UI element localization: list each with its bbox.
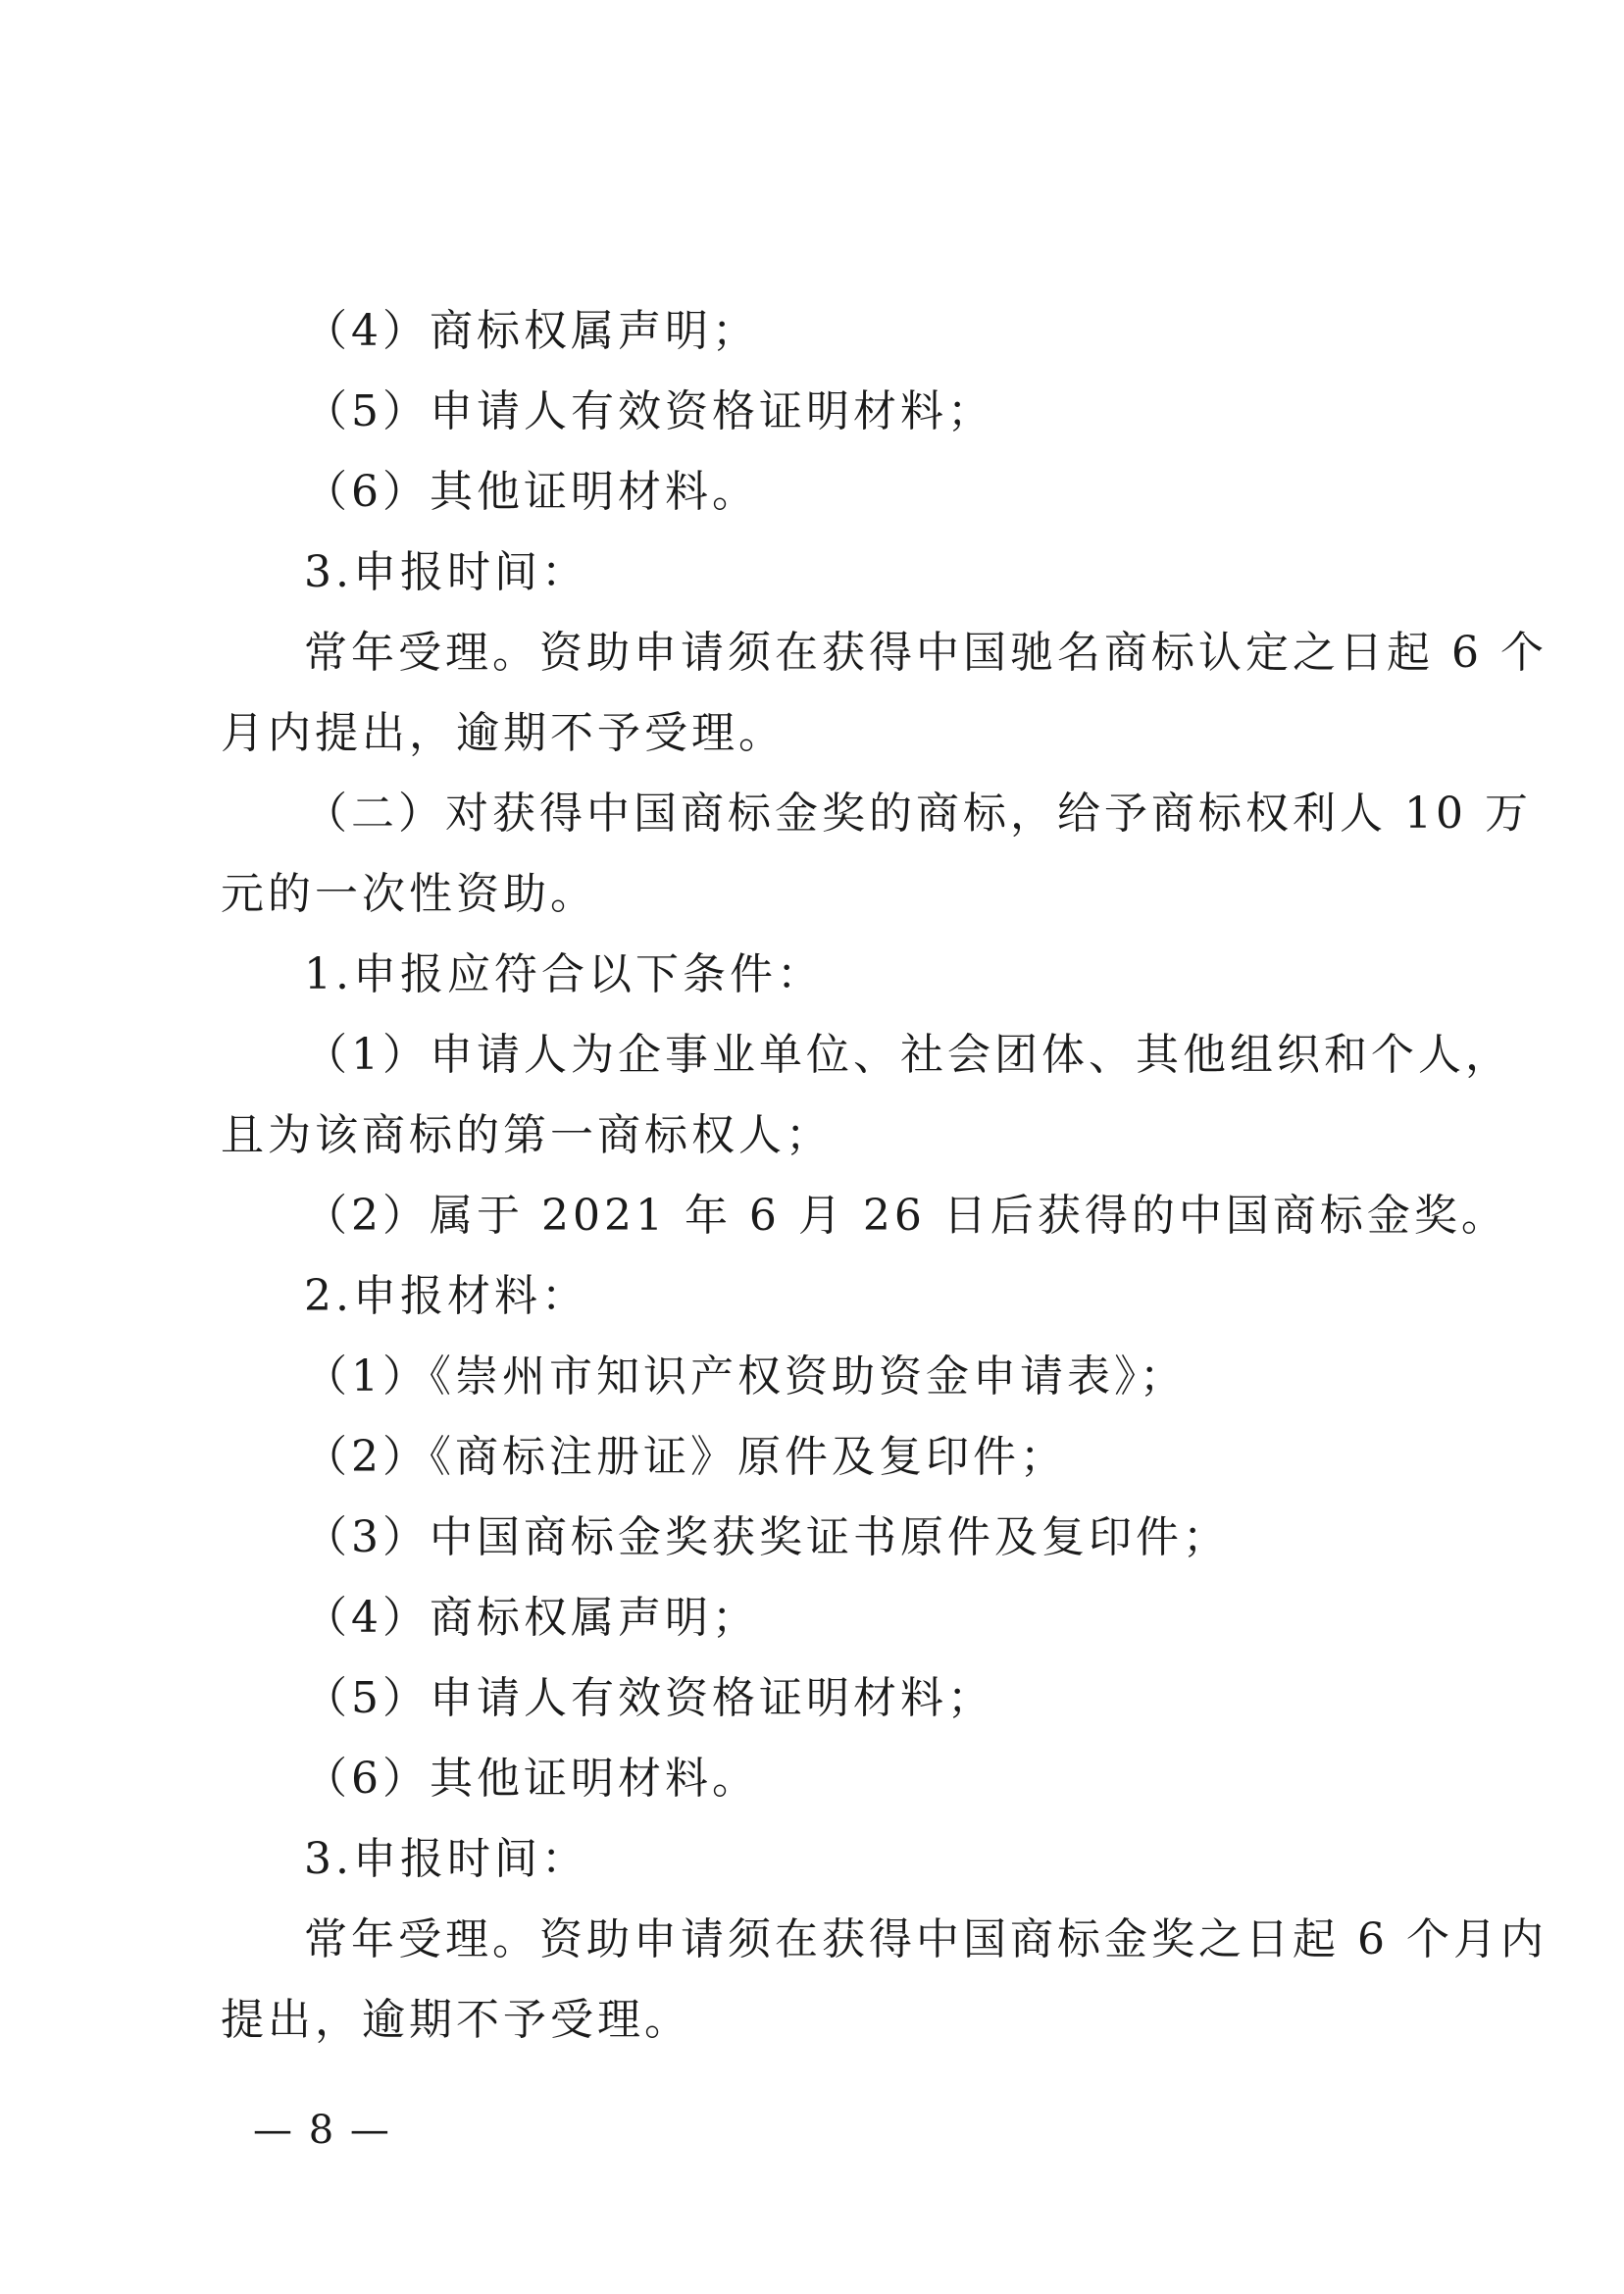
text-line: 3.申报时间： (304, 547, 588, 597)
text-line: 1.申报应符合以下条件： (304, 949, 824, 999)
text-line: （1）申请人为企事业单位、社会团体、其他组织和个人， (304, 1030, 1512, 1080)
text-line: （6）其他证明材料。 (304, 1754, 759, 1804)
text-line: 常年受理。资助申请须在获得中国商标金奖之日起 6 个月内 (304, 1914, 1548, 1964)
text-line: 且为该商标的第一商标权人； (221, 1110, 833, 1160)
text-line: （4）商标权属声明； (304, 306, 759, 356)
text-line: （6）其他证明材料。 (304, 467, 759, 517)
text-line: （2）《商标注册证》原件及复印件； (304, 1432, 1067, 1482)
page-number: — 8 — (253, 2108, 391, 2153)
text-line: 常年受理。资助申请须在获得中国驰名商标认定之日起 6 个 (304, 628, 1548, 678)
text-line: （5）申请人有效资格证明材料； (304, 386, 994, 436)
text-line: 3.申报时间： (304, 1834, 588, 1884)
text-line: （1）《崇州市知识产权资助资金申请表》； (304, 1351, 1187, 1402)
text-line: 提出，逾期不予受理。 (221, 1995, 691, 2045)
text-line: （3）中国商标金奖获奖证书原件及复印件； (304, 1512, 1230, 1562)
text-line: 元的一次性资助。 (221, 869, 597, 919)
text-line: 月内提出，逾期不予受理。 (221, 708, 786, 758)
text-line: 2.申报材料： (304, 1271, 588, 1321)
text-line: （2）属于 2021 年 6 月 26 日后获得的中国商标金奖。 (304, 1191, 1508, 1241)
text-line: （二）对获得中国商标金奖的商标，给予商标权利人 10 万 (304, 789, 1532, 839)
text-line: （5）申请人有效资格证明材料； (304, 1673, 994, 1723)
text-line: （4）商标权属声明； (304, 1593, 759, 1643)
